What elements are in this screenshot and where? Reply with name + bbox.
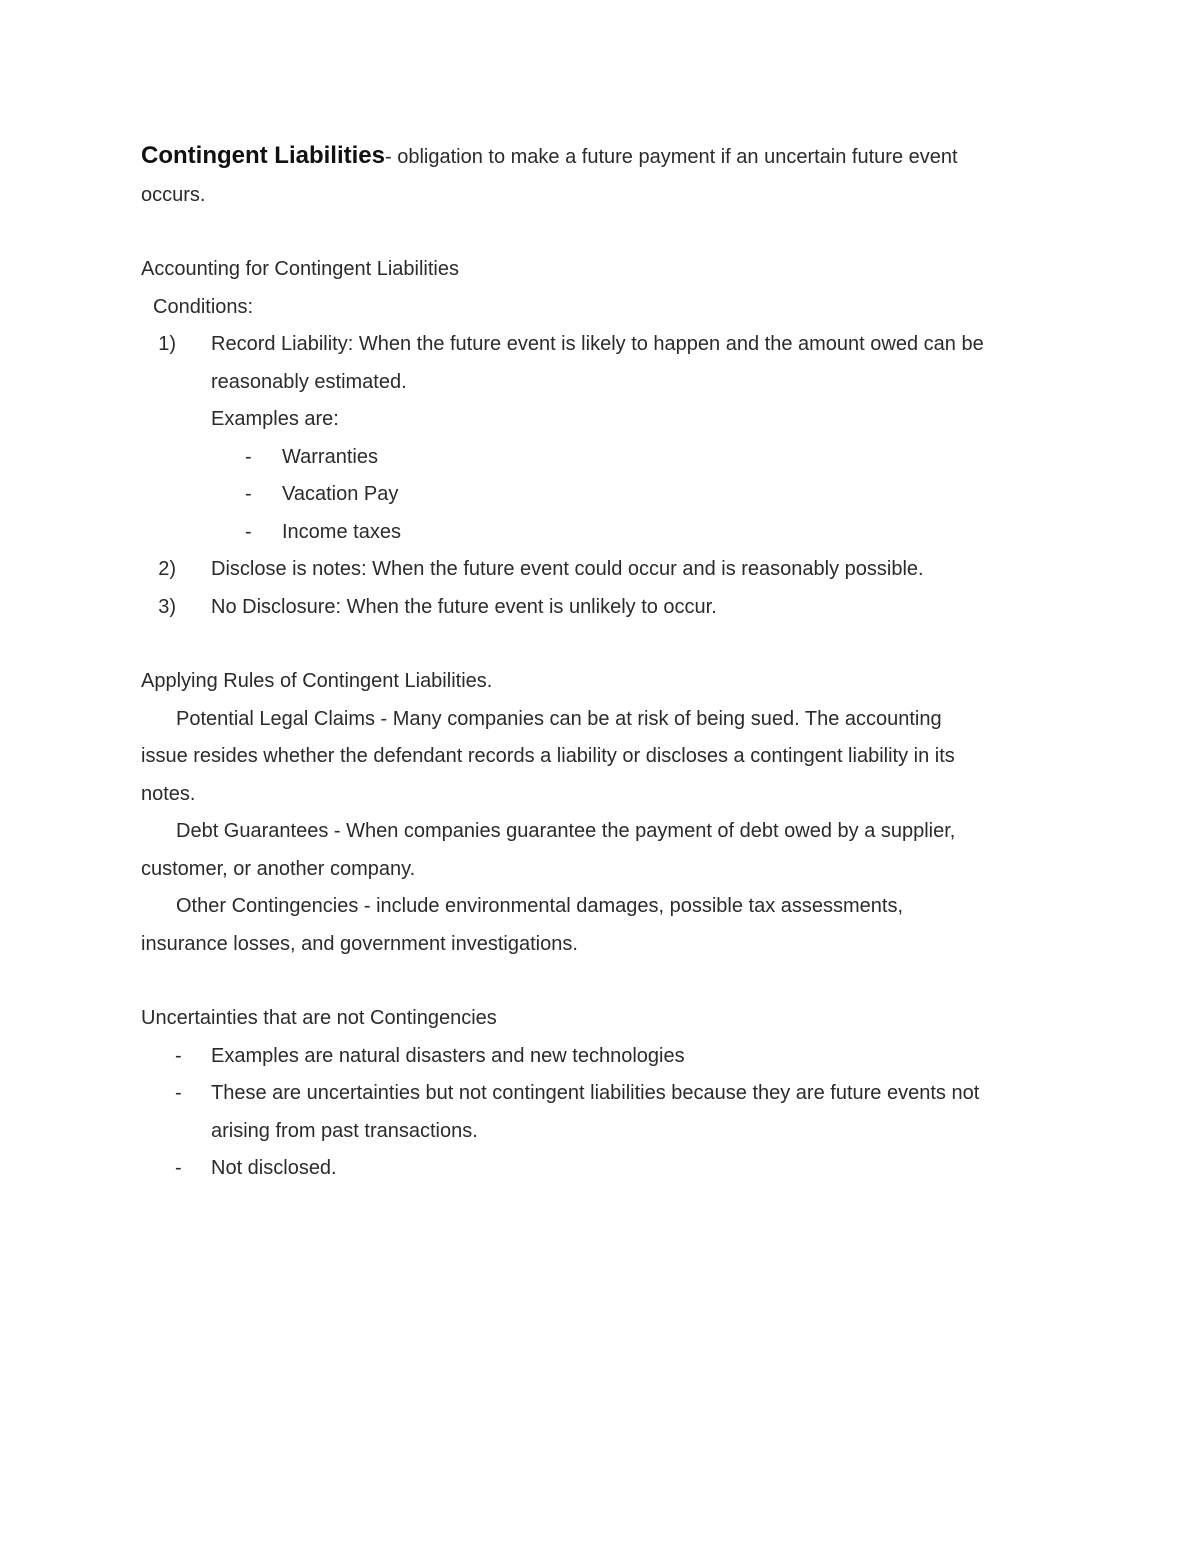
dash-bullet: - (245, 445, 252, 468)
dash-bullet: - (245, 520, 252, 543)
uncertainty-item (141, 1150, 1061, 1188)
paragraph-legal-claims-line3: notes. (141, 782, 196, 805)
item-text: No Disclosure: When the future event is unlikely to occur. (211, 595, 717, 618)
dash-bullet: - (245, 483, 252, 505)
item-number: 3) (158, 595, 176, 618)
uncertainty-text: Not disclosed. (211, 1157, 337, 1179)
item-text: Disclose is notes: When the future event could occur and is reasonably possible. (211, 558, 924, 580)
term-title: Contingent Liabilities (141, 142, 385, 169)
example-item (141, 439, 1061, 477)
section-heading-uncertainties: Uncertainties that are not Contingencies (141, 1007, 497, 1029)
spacer (141, 963, 1061, 1000)
spacer (141, 214, 1061, 251)
document-page (141, 137, 1061, 1188)
example-text: Vacation Pay (282, 483, 399, 505)
uncertainty-continuation: arising from past transactions. (211, 1119, 478, 1142)
paragraph-debt-guarantees-line1: Debt Guarantees - When companies guarantee the payment of debt owed by a supplier, (176, 820, 956, 842)
dash-bullet: - (175, 1044, 182, 1067)
definition-continuation: occurs. (141, 183, 206, 206)
paragraph-other-contingencies-line1: Other Contingencies - include environmental damages, possible tax assessments, (176, 895, 904, 917)
definition-line (141, 137, 1061, 177)
uncertainty-item (141, 1038, 1061, 1076)
condition-item-1 (141, 326, 1061, 364)
condition-item-3 (141, 589, 1061, 627)
paragraph-debt-guarantees-line2: customer, or another company. (141, 857, 416, 880)
spacer (141, 626, 1061, 663)
uncertainty-item (141, 1075, 1061, 1113)
paragraph-legal-claims-line1: Potential Legal Claims - Many companies can be at risk of being sued. The accounting (176, 707, 942, 730)
example-item (141, 476, 1061, 514)
example-text: Warranties (282, 445, 378, 468)
example-text: Income taxes (282, 520, 401, 543)
uncertainty-text: These are uncertainties but not contingent liabilities because they are future events not (211, 1082, 980, 1104)
section-heading-accounting: Accounting for Contingent Liabilities (141, 258, 459, 280)
conditions-label: Conditions: (153, 295, 254, 318)
example-item (141, 514, 1061, 552)
dash-bullet: - (175, 1157, 182, 1179)
dash-bullet: - (175, 1082, 182, 1104)
examples-label: Examples are: (211, 408, 339, 430)
item-continuation: reasonably estimated. (211, 370, 407, 393)
item-text: Record Liability: When the future event is likely to happen and the amount owed can be (211, 333, 984, 355)
paragraph-other-contingencies-line2: insurance losses, and government investigations. (141, 932, 578, 955)
condition-item-2 (141, 551, 1061, 589)
term-definition: - obligation to make a future payment if an uncertain future event (385, 146, 958, 168)
paragraph-legal-claims-line2: issue resides whether the defendant records a liability or discloses a contingent liability in its (141, 745, 955, 767)
uncertainty-text: Examples are natural disasters and new technologies (211, 1044, 685, 1067)
section-heading-applying: Applying Rules of Contingent Liabilities. (141, 670, 493, 692)
item-number: 2) (158, 558, 176, 580)
item-number: 1) (158, 333, 176, 355)
